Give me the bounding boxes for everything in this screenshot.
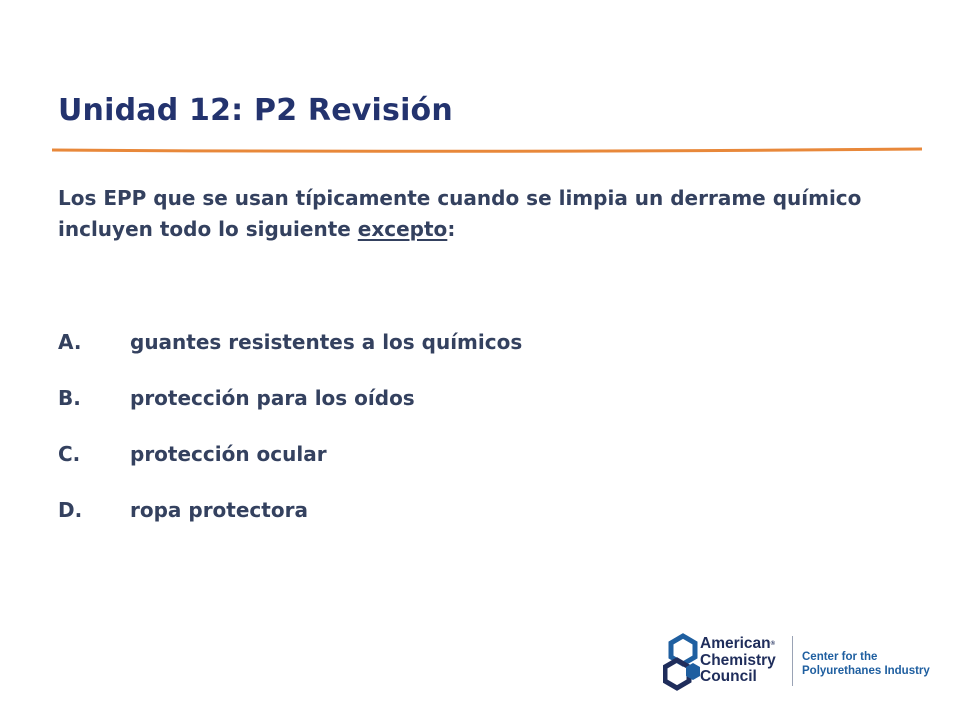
option-text: protección ocular — [130, 442, 327, 466]
acc-wordmark — [700, 636, 776, 686]
option-c — [58, 437, 522, 493]
acc-line-3: Council — [700, 668, 757, 685]
option-d — [58, 493, 522, 549]
option-letter: B. — [58, 386, 81, 410]
cpi-line-1: Center for the — [802, 651, 878, 663]
acc-line-2: Chemistry — [700, 651, 776, 669]
option-text: guantes resistentes a los químicos — [130, 330, 523, 354]
question-text — [58, 183, 878, 245]
question-emphasis: excepto — [357, 217, 448, 241]
question-text-main: Los EPP que se usan típicamente cuando se limpia un derrame químico incluyen todo lo siguiente — [58, 186, 862, 241]
acc-logo — [663, 630, 943, 694]
option-b — [58, 381, 522, 437]
logo-separator — [792, 636, 793, 686]
cpi-wordmark — [802, 650, 930, 678]
option-letter: A. — [58, 330, 82, 354]
cpi-line-2: Polyurethanes Industry — [802, 665, 930, 677]
option-text: ropa protectora — [130, 498, 308, 522]
option-letter: D. — [58, 498, 83, 522]
option-text: protección para los oídos — [130, 386, 415, 410]
question-colon: : — [447, 217, 456, 241]
hexagon-logo-icon — [663, 630, 703, 694]
option-letter: C. — [58, 442, 81, 466]
option-a — [58, 325, 522, 381]
answer-options — [58, 325, 522, 549]
title-divider — [52, 140, 922, 160]
slide-title: Unidad 12: P2 Revisión — [58, 93, 453, 128]
acc-line-1: American® — [700, 635, 776, 652]
